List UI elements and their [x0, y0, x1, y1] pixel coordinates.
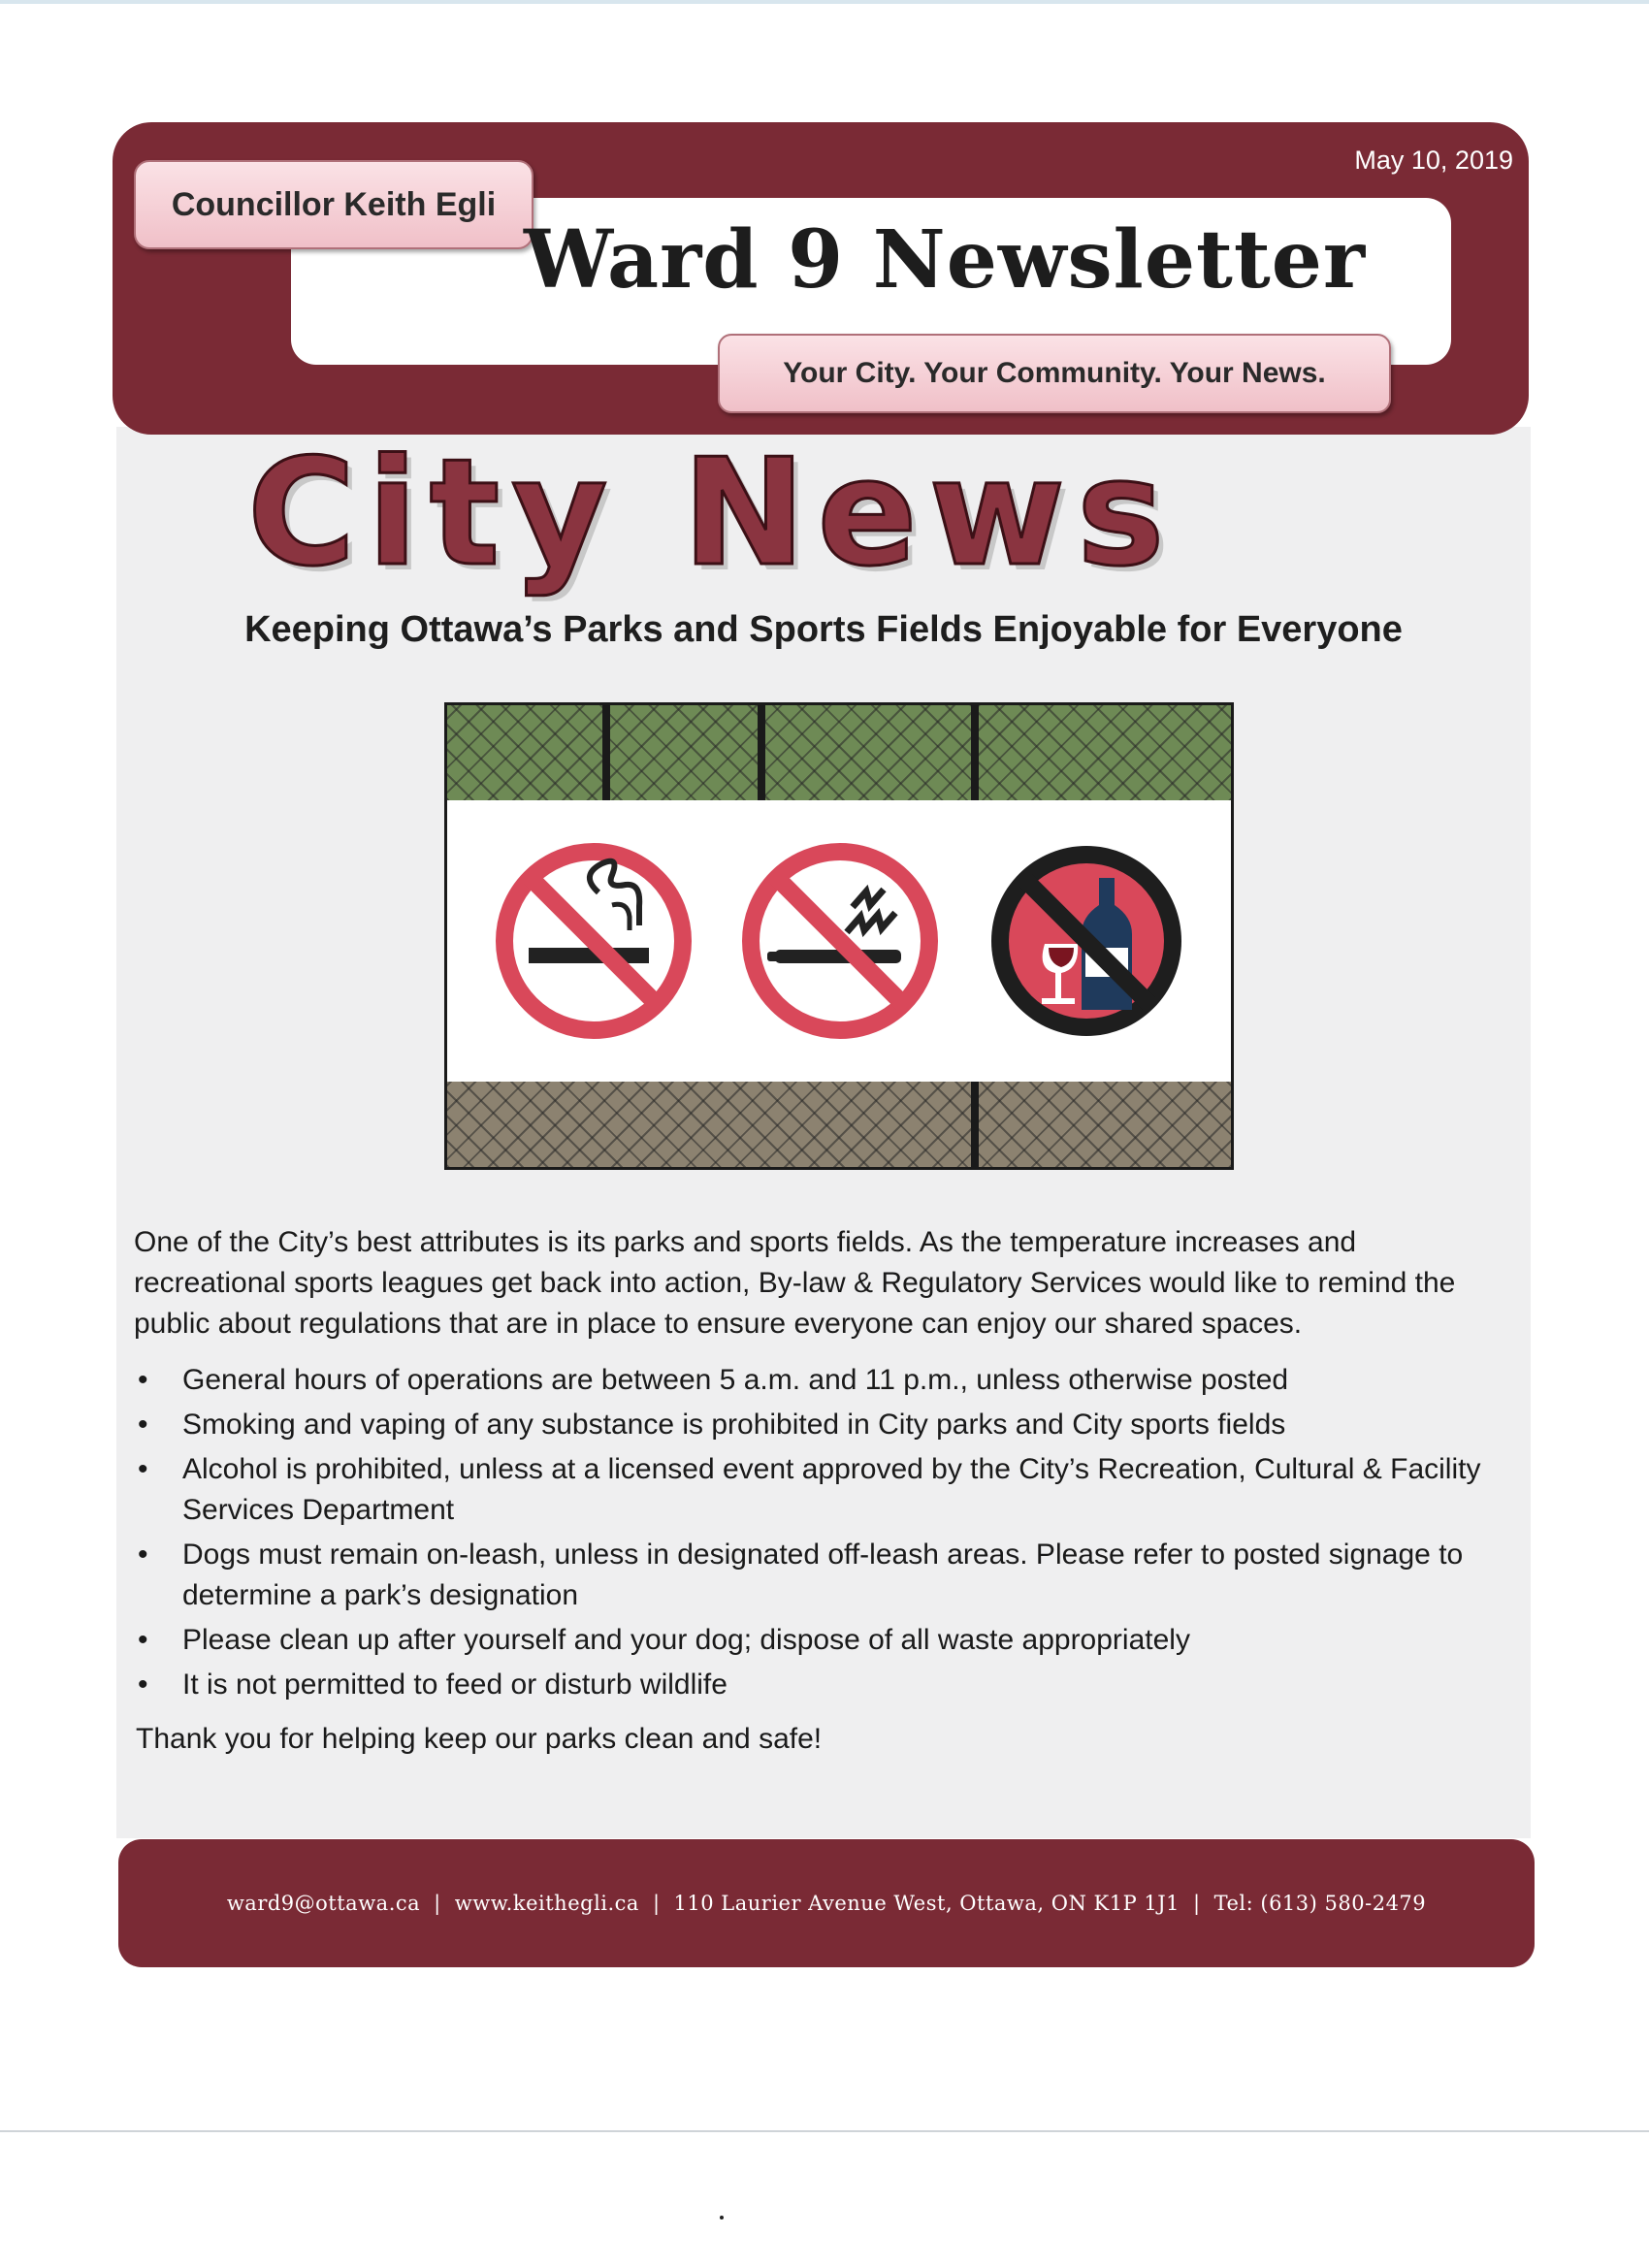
article-closing: Thank you for helping keep our parks clean and safe!: [136, 1723, 823, 1755]
list-item: [134, 1405, 1511, 1445]
footer-address: 110 Laurier Avenue West, Ottawa, ON K1P 1J1: [673, 1892, 1180, 1915]
list-item: [134, 1665, 1511, 1705]
park-signs-photo: [444, 702, 1234, 1170]
fence-post: [758, 705, 765, 800]
section-title: City News: [247, 427, 1177, 599]
list-item-text: It is not permitted to feed or disturb wildlife: [182, 1669, 728, 1701]
bullet-icon: •: [138, 1624, 148, 1656]
footer-separator: |: [434, 1892, 441, 1915]
bullet-icon: •: [138, 1409, 148, 1441]
list-item-text: Alcohol is prohibited, unless at a licensed event approved by the City’s Recreation, Cultural & Facility Services Department: [182, 1453, 1481, 1526]
list-item: [134, 1449, 1511, 1531]
top-edge-rule: [0, 0, 1649, 4]
article-intro: One of the City’s best attributes is its parks and sports fields. As the temperature increases and recreational sports leagues get back into action, By-law & Regulatory Services would like to remind the public about regulations that are in place to ensure everyone can enjoy our shared spaces.: [134, 1226, 1456, 1340]
fence-background-bottom: [447, 1082, 1231, 1167]
newsletter-title: Ward 9 Newsletter: [524, 213, 1367, 307]
footer-phone: Tel: (613) 580-2479: [1213, 1892, 1427, 1915]
fence-post: [971, 1082, 979, 1167]
issue-date: May 10, 2019: [1354, 146, 1513, 175]
fence-post: [971, 705, 979, 800]
list-item: [134, 1360, 1511, 1401]
councillor-label: Councillor Keith Egli: [134, 160, 534, 249]
footer-separator: |: [1193, 1892, 1201, 1915]
no-alcohol-icon: [985, 839, 1188, 1043]
footer-email[interactable]: ward9@ottawa.ca: [226, 1892, 421, 1915]
footer-website[interactable]: www.keithegli.ca: [454, 1892, 639, 1915]
fence-background-top: [447, 705, 1231, 800]
sign-strip: [447, 800, 1231, 1082]
footer-separator: |: [652, 1892, 661, 1915]
newsletter-tagline: Your City. Your Community. Your News.: [718, 334, 1391, 413]
list-item-text: Smoking and vaping of any substance is prohibited in City parks and City sports fields: [182, 1409, 1286, 1441]
list-item: [134, 1620, 1511, 1661]
list-item-text: Dogs must remain on-leash, unless in designated off-leash areas. Please refer to posted signage to determine a park’s designation: [182, 1539, 1464, 1611]
bullet-icon: •: [138, 1669, 148, 1701]
regulations-list: [134, 1360, 1511, 1709]
footer-bar: [118, 1839, 1535, 1967]
list-item-text: Please clean up after yourself and your dog; dispose of all waste appropriately: [182, 1624, 1190, 1656]
no-vaping-icon: [738, 839, 942, 1043]
page-bottom-rule: [0, 2130, 1649, 2132]
no-smoking-icon: [492, 839, 695, 1043]
fence-post: [602, 705, 610, 800]
list-item-text: General hours of operations are between 5 a.m. and 11 p.m., unless otherwise posted: [182, 1364, 1289, 1396]
bullet-icon: •: [138, 1539, 148, 1571]
article-headline: Keeping Ottawa’s Parks and Sports Fields Enjoyable for Everyone: [244, 609, 1403, 650]
bullet-icon: •: [138, 1364, 148, 1396]
list-item: [134, 1535, 1511, 1616]
scan-dot: [720, 2216, 724, 2219]
bullet-icon: •: [138, 1453, 148, 1485]
